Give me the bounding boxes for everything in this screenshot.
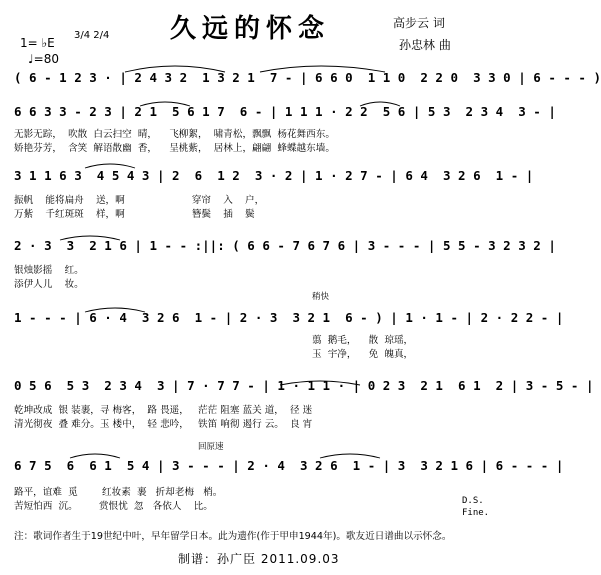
footnote: 注：歌词作者生于19世纪中叶，早年留学日本。此为遗作(作于甲申1944年)。歌友近日谱曲以示怀念。 <box>14 531 452 542</box>
key-signature: 1= ♭E <box>20 36 55 50</box>
tempo-change-tag: 回原速 <box>198 442 224 452</box>
lyricist-credit: 高步云 词 <box>393 16 445 30</box>
music-row: 2 · 3 3 2 1 6 | 1 - - :||: ( 6 6 - 7 6 7 6 | 3 - - - | 5 5 - 3 2 3 2 | <box>14 238 556 253</box>
lyric-line: 苦短怕西 沉。 赏恨忧 忽 各依人 比。 <box>14 501 213 512</box>
tempo-marking: ♩=80 <box>28 52 59 66</box>
lyric-line: 娇艳芬芳， 含笑 解语散幽 香， 呈桃紫， 居林上，翩翩 蜂蝶越东墙。 <box>14 143 335 154</box>
music-row: 6 6 3 3 - 2 3 | 2 1 5 6 1 7 6 - | 1 1 1 · 2 2 5 6 | 5 3 2 3 4 3 - | <box>14 104 556 119</box>
music-row: 1 - - - | 6 · 4 3 2 6 1 - | 2 · 3 3 2 1 6 - ) | 1 · 1 - | 2 · 2 2 - | <box>14 310 564 325</box>
music-row: 3 1 1 6 3 4 5 4 3 | 2 6 1 2 3 · 2 | 1 · 2 7 - | 6 4 3 2 6 1 - | <box>14 168 534 183</box>
lyric-line: 添伊人儿 妆。 <box>14 279 84 290</box>
ds-marking: D.S. <box>462 496 484 506</box>
lyric-line: 无影无踪， 吹散 白云扫空 晴， 飞柳絮， 啸青松，飘飘 杨花舞西东。 <box>14 129 335 140</box>
music-row: ( 6 - 1 2 3 · | 2 4 3 2 1 3 2 1 7 - | 6 6 0 1 1 0 2 2 0 3 3 0 | 6 - - - ) <box>14 70 601 85</box>
lyric-line: 玉 宇净， 免 魄真， <box>312 349 414 360</box>
music-row: 6 7 5 6 6 1 5 4 | 3 - - - | 2 · 4 3 2 6 1 - | 3 3 2 1 6 | 6 - - - | <box>14 458 564 473</box>
fine-marking: Fine. <box>462 508 490 518</box>
lyric-line: 清光彻夜 叠 难分。玉 楼中， 轻 悲吟， 铁笛 响彻 遏行 云。 良 宵 <box>14 419 313 430</box>
lyric-line: 银烛影摇 红。 <box>14 265 84 276</box>
tempo-change-tag: 稍快 <box>312 292 330 302</box>
music-row: 0 5 6 5 3 2 3 4 3 | 7 · 7 7 - | 1 · 1 1 · | 0 2 3 2 1 6 1 2 | 3 - 5 - | <box>14 378 594 393</box>
lyric-line: 翦 鹅毛， 散 琼瑶， <box>312 335 414 346</box>
lyric-line: 万紫 千红斑斑 样，啊 簪鬓 插 鬓 <box>14 209 255 220</box>
lyric-line: 乾坤改成 银 装裹，寻 梅客， 路 畏遥， 茫茫 阻塞 蓝关 道， 径 迷 <box>14 405 313 416</box>
song-title: 久远的怀念 <box>170 14 331 44</box>
composer-credit: 孙忠林 曲 <box>399 38 451 52</box>
lyric-line: 振帆 能将扁舟 送，啊 穿帘 入 户， <box>14 195 265 206</box>
time-signature: 3/4 2/4 <box>74 30 110 41</box>
transcriber-credit: 制谱：孙广臣 2011.09.03 <box>178 552 340 566</box>
lyric-line: 路平，谊难 觅 红妆素 裹 折却老梅 梢。 <box>14 487 223 498</box>
